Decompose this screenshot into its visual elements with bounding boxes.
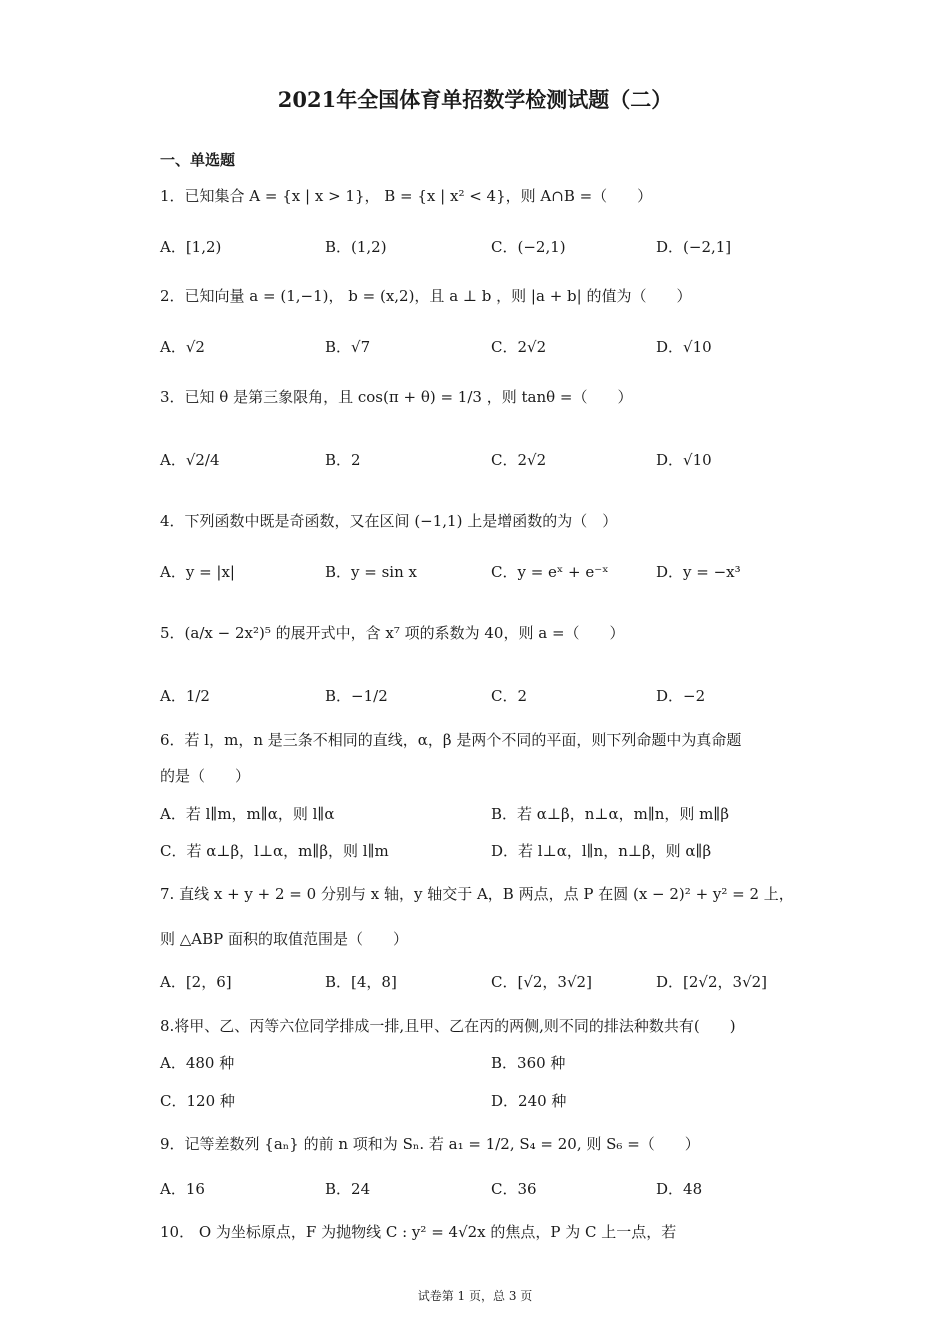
- question-10-stem: 10． O 为坐标原点，F 为抛物线 C : y² = 4√2x 的焦点，P 为 C 上一点，若: [160, 1223, 677, 1241]
- question-7-stem: 7. 直线 x + y + 2 = 0 分别与 x 轴，y 轴交于 A，B 两点，点 P 在圆 (x − 2)² + y² = 2 上，: [160, 885, 794, 903]
- q5-option-b: B．−1/2: [325, 687, 388, 705]
- question-9-stem: 9．记等差数列 {aₙ} 的前 n 项和为 Sₙ. 若 a₁ = 1/2, S₄ = 20, 则 S₆ =（ ）: [160, 1135, 700, 1153]
- q3-option-b: B．2: [325, 451, 361, 469]
- q7-option-c: C．[√2，3√2]: [491, 973, 592, 991]
- q1-option-d: D．(−2,1]: [656, 238, 732, 256]
- question-3-stem: 3．已知 θ 是第三象限角，且 cos(π + θ) = 1/3 ，则 tanθ =（ ）: [160, 388, 633, 406]
- q3-option-c: C．2√2: [491, 451, 547, 469]
- q3-option-d: D．√10: [656, 451, 712, 469]
- q4-option-b: B．y = sin x: [325, 563, 417, 581]
- q8-option-c: C．120 种: [160, 1092, 235, 1110]
- q2-option-c: C．2√2: [491, 338, 547, 356]
- q8-option-b: B．360 种: [491, 1054, 566, 1072]
- q9-option-b: B．24: [325, 1180, 371, 1198]
- q7-option-b: B．[4，8]: [325, 973, 397, 991]
- q4-option-a: A．y = |x|: [160, 563, 235, 581]
- q8-option-a: A．480 种: [160, 1054, 235, 1072]
- q1-option-c: C．(−2,1): [491, 238, 566, 256]
- q4-option-c: C．y = eˣ + e⁻ˣ: [491, 563, 609, 581]
- question-8-stem: 8.将甲、乙、丙等六位同学排成一排,且甲、乙在丙的两侧,则不同的排法种数共有( ): [160, 1017, 736, 1035]
- page-title: 2021年全国体育单招数学检测试题（二）: [277, 87, 673, 112]
- q6-option-d: D．若 l⊥α，l∥n，n⊥β，则 α∥β: [491, 842, 712, 860]
- q3-option-a: A．√2/4: [160, 451, 220, 469]
- question-5-stem: 5．(a/x − 2x²)⁵ 的展开式中，含 x⁷ 项的系数为 40，则 a =（ ）: [160, 624, 625, 642]
- section-heading: 一、单选题: [160, 151, 236, 169]
- q7-option-d: D．[2√2，3√2]: [656, 973, 768, 991]
- q6-option-a: A．若 l∥m，m∥α，则 l∥α: [160, 805, 335, 823]
- q6-option-b: B．若 α⊥β，n⊥α，m∥n，则 m∥β: [491, 805, 730, 823]
- q1-option-a: A．[1,2): [160, 238, 222, 256]
- q1-option-b: B．(1,2): [325, 238, 387, 256]
- page-footer: 试卷第 1 页，总 3 页: [417, 1289, 533, 1303]
- q6-option-c: C．若 α⊥β，l⊥α，m∥β，则 l∥m: [160, 842, 389, 860]
- question-7-stem-cont: 则 △ABP 面积的取值范围是（ ）: [160, 930, 409, 948]
- q5-option-d: D．−2: [656, 687, 706, 705]
- q4-option-d: D．y = −x³: [656, 563, 741, 581]
- q9-option-c: C．36: [491, 1180, 537, 1198]
- q9-option-d: D．48: [656, 1180, 703, 1198]
- q2-option-b: B．√7: [325, 338, 371, 356]
- question-1-stem: 1．已知集合 A = {x | x > 1}， B = {x | x² < 4}，则 A∩B =（ ）: [160, 187, 653, 205]
- q2-option-a: A．√2: [160, 338, 205, 356]
- question-6-stem: 6．若 l，m，n 是三条不相同的直线，α，β 是两个不同的平面，则下列命题中为真命题: [160, 731, 742, 749]
- q5-option-a: A．1/2: [160, 687, 210, 705]
- q2-option-d: D．√10: [656, 338, 712, 356]
- question-4-stem: 4．下列函数中既是奇函数，又在区间 (−1,1) 上是增函数的为（ ）: [160, 512, 618, 530]
- q7-option-a: A．[2，6]: [160, 973, 232, 991]
- q9-option-a: A．16: [160, 1180, 205, 1198]
- q8-option-d: D．240 种: [491, 1092, 567, 1110]
- question-2-stem: 2．已知向量 a = (1,−1)， b = (x,2)，且 a ⊥ b ，则 |a + b| 的值为（ ）: [160, 287, 692, 305]
- question-6-stem-cont: 的是（ ）: [160, 767, 251, 785]
- q5-option-c: C．2: [491, 687, 528, 705]
